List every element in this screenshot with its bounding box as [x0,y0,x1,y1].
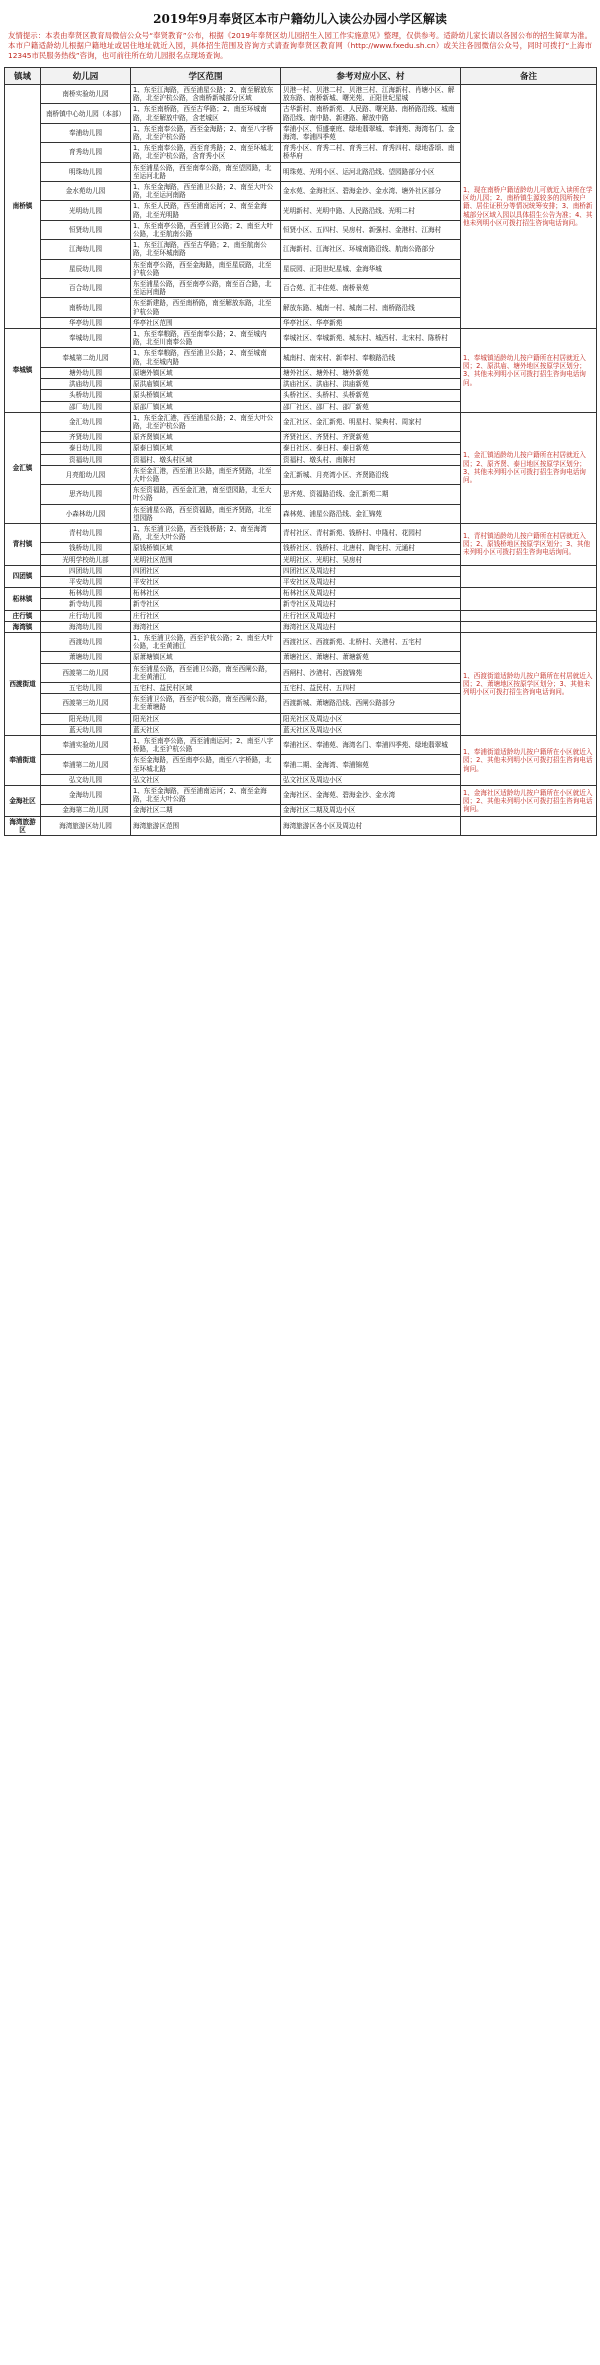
town-cell: 奉城镇 [5,329,41,413]
page [4,0,596,836]
scope-cell: 原塘外镇区域 [131,367,281,378]
kindergarten-cell: 西渡第二幼儿园 [41,663,131,682]
reference-cell: 贝港一村、贝港二村、贝港三村、江海新村、肖塘小区、解放东路、南桥新城、曙光苑、正阳世纪星城 [281,85,461,104]
reference-cell: 五宅村、益民村、五四村 [281,682,461,693]
reference-cell: 庄行社区及周边村 [281,610,461,621]
scope-cell: 东至浦星公路，西至南奉公路，南至望园路，北至运河北路 [131,162,281,181]
kindergarten-cell: 南桥实验幼儿园 [41,85,131,104]
kindergarten-cell: 柘林幼儿园 [41,588,131,599]
scope-cell: 1、东至南亭公路，西至浦南运河；2、南至八字桥路，北至沪杭公路 [131,736,281,755]
reference-cell: 西渡社区、西渡新苑、北桥村、关港村、五宅村 [281,632,461,651]
header-reference: 参考对应小区、村 [281,68,461,85]
reference-cell: 育秀小区、育秀二村、育秀三村、育秀四村、绿地香颂、南桥华府 [281,143,461,162]
table-row [5,786,597,805]
reference-cell: 资福村、墩头村、南陈村 [281,454,461,465]
reference-cell: 塘外社区、塘外村、塘外新苑 [281,367,461,378]
reference-cell: 奉城社区、奉城新苑、城东村、城西村、北宋村、陈桥村 [281,329,461,348]
reference-cell: 弘文社区及周边小区 [281,774,461,785]
scope-cell: 华亭社区范围 [131,317,281,328]
scope-cell: 光明社区范围 [131,554,281,565]
town-cell: 庄行镇 [5,610,41,621]
header-scope: 学区范围 [131,68,281,85]
scope-cell: 原齐贤镇区域 [131,432,281,443]
kindergarten-cell: 海湾旅游区幼儿园 [41,816,131,835]
reference-cell: 金海社区二期及周边小区 [281,805,461,816]
reference-cell: 奉浦社区、奉浦苑、海湾名门、奉浦四季苑、绿地翡翠城 [281,736,461,755]
scope-cell: 原萧塘镇区域 [131,652,281,663]
note-cell [461,816,597,835]
scope-cell: 平安社区 [131,576,281,587]
kindergarten-cell: 华亭幼儿园 [41,317,131,328]
scope-cell: 东至浦星公路，西至资福路，南至齐贤路，北至望园路 [131,504,281,523]
kindergarten-cell: 齐贤幼儿园 [41,432,131,443]
kindergarten-cell: 光明幼儿园 [41,201,131,220]
kindergarten-cell: 明珠幼儿园 [41,162,131,181]
scope-cell: 1、东至南奉公路，西至育秀路；2、南至环城北路，北至沪杭公路，含育秀小区 [131,143,281,162]
scope-cell: 原洪庙镇区域 [131,379,281,390]
reference-cell: 江海新村、江海社区、环城南路沿线、航南公路部分 [281,240,461,259]
table-row [5,621,597,632]
reference-cell: 邵厂社区、邵厂村、邵厂新苑 [281,401,461,412]
note-cell: 1、奉城镇适龄幼儿按户籍所在村居就近入园；2、原洪庙、塘外地区按原学区划分；3、其他未列明小区可拨打招生咨询电话询问。 [461,329,597,413]
header-note: 备注 [461,68,597,85]
reference-cell: 思齐苑、资福路沿线、金汇新苑二期 [281,485,461,504]
table-row [5,588,597,599]
scope-cell: 原头桥镇区域 [131,390,281,401]
kindergarten-cell: 金海幼儿园 [41,786,131,805]
table-body [5,85,597,836]
kindergarten-cell: 思齐幼儿园 [41,485,131,504]
reference-cell: 城南村、南宋村、新奉村、奉粮路沿线 [281,348,461,367]
scope-cell: 新寺社区 [131,599,281,610]
reference-cell: 奉浦小区、恒盛豪庭、绿地翡翠城、奉浦苑、海湾名门、金海湾、奉浦四季苑 [281,123,461,142]
table-row [5,523,597,542]
table-row [5,565,597,576]
header-town: 镇域 [5,68,41,85]
scope-cell: 原泰日镇区域 [131,443,281,454]
reference-cell: 华亭社区、华亭新苑 [281,317,461,328]
note-cell [461,588,597,610]
kindergarten-cell: 恒贤幼儿园 [41,220,131,239]
note-cell: 1、金汇镇适龄幼儿按户籍所在村居就近入园；2、原齐贤、泰日地区按原学区划分；3、其他未列明小区可拨打招生咨询电话询问。 [461,412,597,523]
kindergarten-cell: 洪庙幼儿园 [41,379,131,390]
reference-cell: 萧塘社区、萧塘村、萧塘新苑 [281,652,461,663]
kindergarten-cell: 邵厂幼儿园 [41,401,131,412]
scope-cell: 东至金海路，西至南亭公路，南至八字桥路，北至环城北路 [131,755,281,774]
kindergarten-cell: 星辰幼儿园 [41,259,131,278]
kindergarten-cell: 阳光幼儿园 [41,713,131,724]
table-header-row [5,68,597,85]
reference-cell: 平安社区及周边村 [281,576,461,587]
reference-cell: 西渡新城、萧塘路沿线、西闸公路部分 [281,694,461,713]
reference-cell: 明珠苑、光明小区、运河北路沿线、望园路部分小区 [281,162,461,181]
scope-cell: 1、东至浦卫公路，西至沪杭公路；2、南至大叶公路，北至黄浦江 [131,632,281,651]
kindergarten-cell: 金水苑幼儿园 [41,182,131,201]
reference-cell: 齐贤社区、齐贤村、齐贤新苑 [281,432,461,443]
reference-cell: 金汇新城、月亮湾小区、齐贤路沿线 [281,465,461,484]
kindergarten-cell: 育秀幼儿园 [41,143,131,162]
reference-cell: 海湾社区及周边村 [281,621,461,632]
kindergarten-cell: 西渡幼儿园 [41,632,131,651]
reference-cell: 金水苑、金海社区、碧海金沙、金水湾、塘外社区部分 [281,182,461,201]
kindergarten-cell: 弘文幼儿园 [41,774,131,785]
scope-cell: 1、东至金海路，西至浦南运河；2、南至金海路，北至大叶公路 [131,786,281,805]
scope-cell: 资福村、墩头村区域 [131,454,281,465]
scope-cell: 1、东至金汇港，西至浦星公路；2、南至大叶公路，北至沪杭公路 [131,412,281,431]
town-cell: 四团镇 [5,565,41,587]
scope-cell: 蓝天社区 [131,724,281,735]
note-cell: 1、现在南桥户籍适龄幼儿可就近入读所在学区幼儿园；2、南桥镇生源较多的园所按户籍、居住证积分等情况统筹安排；3、南桥新城部分区域入园以具体招生公告为准；4、其他未列明小区可拨打招生咨询电话询问。 [461,85,597,329]
note-cell: 1、西渡街道适龄幼儿按户籍所在村居就近入园；2、萧塘地区按原学区划分；3、其他未列明小区可拨打招生咨询电话询问。 [461,632,597,735]
kindergarten-cell: 钱桥幼儿园 [41,543,131,554]
notice-text: 友情提示：本表由奉贤区教育局微信公众号“奉贤教育”公布，根据《2019年奉贤区幼儿园招生入园工作实施意见》整理，仅供参考。适龄幼儿家长请以各园公布的招生简章为准。本市户籍适龄幼儿根据户籍地址或居住地址就近入园，具体招生范围及咨询方式请查询奉贤区教育网（http://www.fxedu.sh.cn）或关注各园微信公众号，同时可拨打“上海市12345市民服务热线”咨询，也可前往所在幼儿园报名点现场查询。 [8,31,592,60]
note-cell: 1、奉浦街道适龄幼儿按户籍所在小区就近入园；2、其他未列明小区可拨打招生咨询电话询问。 [461,736,597,786]
reference-cell: 柘林社区及周边村 [281,588,461,599]
scope-cell: 1、东至金海路，西至浦卫公路；2、南至大叶公路，北至运河南路 [131,182,281,201]
header-kindergarten: 幼儿园 [41,68,131,85]
scope-cell: 1、东至江海路，西至浦星公路；2、南至解放东路，北至沪杭公路，含南桥新城部分区域 [131,85,281,104]
kindergarten-cell: 金海第二幼儿园 [41,805,131,816]
scope-cell: 东至浦卫公路，西至沪杭公路，南至西闸公路，北至萧塘路 [131,694,281,713]
table-row [5,736,597,755]
kindergarten-cell: 萧塘幼儿园 [41,652,131,663]
kindergarten-cell: 南桥幼儿园 [41,298,131,317]
scope-cell: 1、东至奉粮路，西至南奉公路；2、南至城内路，北至川南奉公路 [131,329,281,348]
note-cell: 1、青村镇适龄幼儿按户籍所在村居就近入园；2、原钱桥地区按原学区划分；3、其他未列明小区可拨打招生咨询电话询问。 [461,523,597,565]
district-table [4,67,597,836]
scope-cell: 1、东至南桥路，西至古华路；2、南至环城南路，北至解放中路，含老城区 [131,104,281,123]
reference-cell: 百合苑、汇丰佳苑、南桥景苑 [281,279,461,298]
scope-cell: 柘林社区 [131,588,281,599]
reference-cell: 奉浦二期、金海湾、奉浦锦苑 [281,755,461,774]
scope-cell: 金海社区二期 [131,805,281,816]
town-cell: 奉浦街道 [5,736,41,786]
reference-cell: 四团社区及周边村 [281,565,461,576]
reference-cell: 海湾旅游区各小区及周边村 [281,816,461,835]
scope-cell: 东至浦星公路，西至浦卫公路，南至西闸公路，北至黄浦江 [131,663,281,682]
kindergarten-cell: 月亮船幼儿园 [41,465,131,484]
scope-cell: 东至资福路，西至金汇港，南至望园路，北至大叶公路 [131,485,281,504]
kindergarten-cell: 庄行幼儿园 [41,610,131,621]
kindergarten-cell: 南桥镇中心幼儿园（本部） [41,104,131,123]
reference-cell: 泰日社区、泰日村、泰日新苑 [281,443,461,454]
reference-cell: 解放东路、城南一村、城南二村、南桥路沿线 [281,298,461,317]
table-row [5,85,597,104]
kindergarten-cell: 奉浦第二幼儿园 [41,755,131,774]
table-row [5,412,597,431]
page-title: 2019年9月奉贤区本市户籍幼儿入读公办园小学区解读 [153,12,447,26]
table-row [5,610,597,621]
scope-cell: 1、东至南亭公路，西至浦卫公路；2、南至大叶公路，北至航南公路 [131,220,281,239]
scope-cell: 海湾社区 [131,621,281,632]
reference-cell: 恒贤小区、五四村、吴房村、新强村、金港村、江海村 [281,220,461,239]
scope-cell: 原邵厂镇区域 [131,401,281,412]
note-cell [461,610,597,621]
reference-cell: 新寺社区及周边村 [281,599,461,610]
kindergarten-cell: 四团幼儿园 [41,565,131,576]
kindergarten-cell: 蓝天幼儿园 [41,724,131,735]
scope-cell: 四团社区 [131,565,281,576]
table-row [5,632,597,651]
town-cell: 西渡街道 [5,632,41,735]
reference-cell: 西闸村、沙港村、西渡锦苑 [281,663,461,682]
table-row [5,329,597,348]
town-cell: 金海社区 [5,786,41,817]
reference-cell: 星辰园、正阳世纪星城、金海华城 [281,259,461,278]
kindergarten-cell: 五宅幼儿园 [41,682,131,693]
reference-cell: 阳光社区及周边小区 [281,713,461,724]
reference-cell: 青村社区、青村新苑、钱桥村、申隆村、花园村 [281,523,461,542]
kindergarten-cell: 江海幼儿园 [41,240,131,259]
scope-cell: 弘文社区 [131,774,281,785]
scope-cell: 1、东至南奉公路，西至金海路；2、南至八字桥路，北至沪杭公路 [131,123,281,142]
kindergarten-cell: 泰日幼儿园 [41,443,131,454]
town-cell: 海湾旅游区 [5,816,41,835]
town-cell: 青村镇 [5,523,41,565]
scope-cell: 1、东至人民路，西至浦南运河；2、南至金海路，北至光明路 [131,201,281,220]
reference-cell: 钱桥社区、钱桥村、北唐村、陶宅村、元通村 [281,543,461,554]
reference-cell: 古华新村、南桥新苑、人民路、曙光路、南桥路沿线、城南路沿线、南中路、新建路、解放中路 [281,104,461,123]
town-cell: 柘林镇 [5,588,41,610]
kindergarten-cell: 塘外幼儿园 [41,367,131,378]
kindergarten-cell: 资福幼儿园 [41,454,131,465]
kindergarten-cell: 奉城幼儿园 [41,329,131,348]
reference-cell: 洪庙社区、洪庙村、洪庙新苑 [281,379,461,390]
reference-cell: 蓝天社区及周边小区 [281,724,461,735]
scope-cell: 五宅村、益民村区域 [131,682,281,693]
scope-cell: 1、东至浦卫公路，西至钱桥路；2、南至海湾路，北至大叶公路 [131,523,281,542]
reference-cell: 森林苑、浦星公路沿线、金汇锦苑 [281,504,461,523]
town-cell: 海湾镇 [5,621,41,632]
reference-cell: 光明社区、光明村、吴房村 [281,554,461,565]
note-cell [461,565,597,587]
kindergarten-cell: 百合幼儿园 [41,279,131,298]
kindergarten-cell: 海湾幼儿园 [41,621,131,632]
note-cell: 1、金海社区适龄幼儿按户籍所在小区就近入园；2、其他未列明小区可拨打招生咨询电话询问。 [461,786,597,817]
scope-cell: 阳光社区 [131,713,281,724]
table-row [5,816,597,835]
scope-cell: 1、东至江海路，西至古华路；2、南至航南公路，北至环城南路 [131,240,281,259]
reference-cell: 光明新村、光明中路、人民路沿线、光明二村 [281,201,461,220]
kindergarten-cell: 奉浦幼儿园 [41,123,131,142]
scope-cell: 东至新建路，西至南桥路，南至解放东路，北至沪杭公路 [131,298,281,317]
scope-cell: 海湾旅游区范围 [131,816,281,835]
reference-cell: 金海社区、金海苑、碧海金沙、金水湾 [281,786,461,805]
scope-cell: 原钱桥镇区域 [131,543,281,554]
reference-cell: 头桥社区、头桥村、头桥新苑 [281,390,461,401]
scope-cell: 东至金汇港，西至浦卫公路，南至齐贤路，北至大叶公路 [131,465,281,484]
town-cell: 金汇镇 [5,412,41,523]
kindergarten-cell: 奉浦实验幼儿园 [41,736,131,755]
kindergarten-cell: 平安幼儿园 [41,576,131,587]
kindergarten-cell: 奉城第二幼儿园 [41,348,131,367]
kindergarten-cell: 西渡第三幼儿园 [41,694,131,713]
kindergarten-cell: 金汇幼儿园 [41,412,131,431]
reference-cell: 金汇社区、金汇新苑、明星村、梁典村、周家村 [281,412,461,431]
note-cell [461,621,597,632]
scope-cell: 东至南亭公路，西至金海路，南至星辰路，北至沪杭公路 [131,259,281,278]
kindergarten-cell: 头桥幼儿园 [41,390,131,401]
kindergarten-cell: 小森林幼儿园 [41,504,131,523]
scope-cell: 庄行社区 [131,610,281,621]
scope-cell: 东至浦星公路，西至南亭公路，南至百合路，北至运河南路 [131,279,281,298]
kindergarten-cell: 光明学校幼儿部 [41,554,131,565]
kindergarten-cell: 青村幼儿园 [41,523,131,542]
town-cell: 南桥镇 [5,85,41,329]
kindergarten-cell: 新寺幼儿园 [41,599,131,610]
scope-cell: 1、东至奉粮路，西至浦卫公路；2、南至城南路，北至城内路 [131,348,281,367]
